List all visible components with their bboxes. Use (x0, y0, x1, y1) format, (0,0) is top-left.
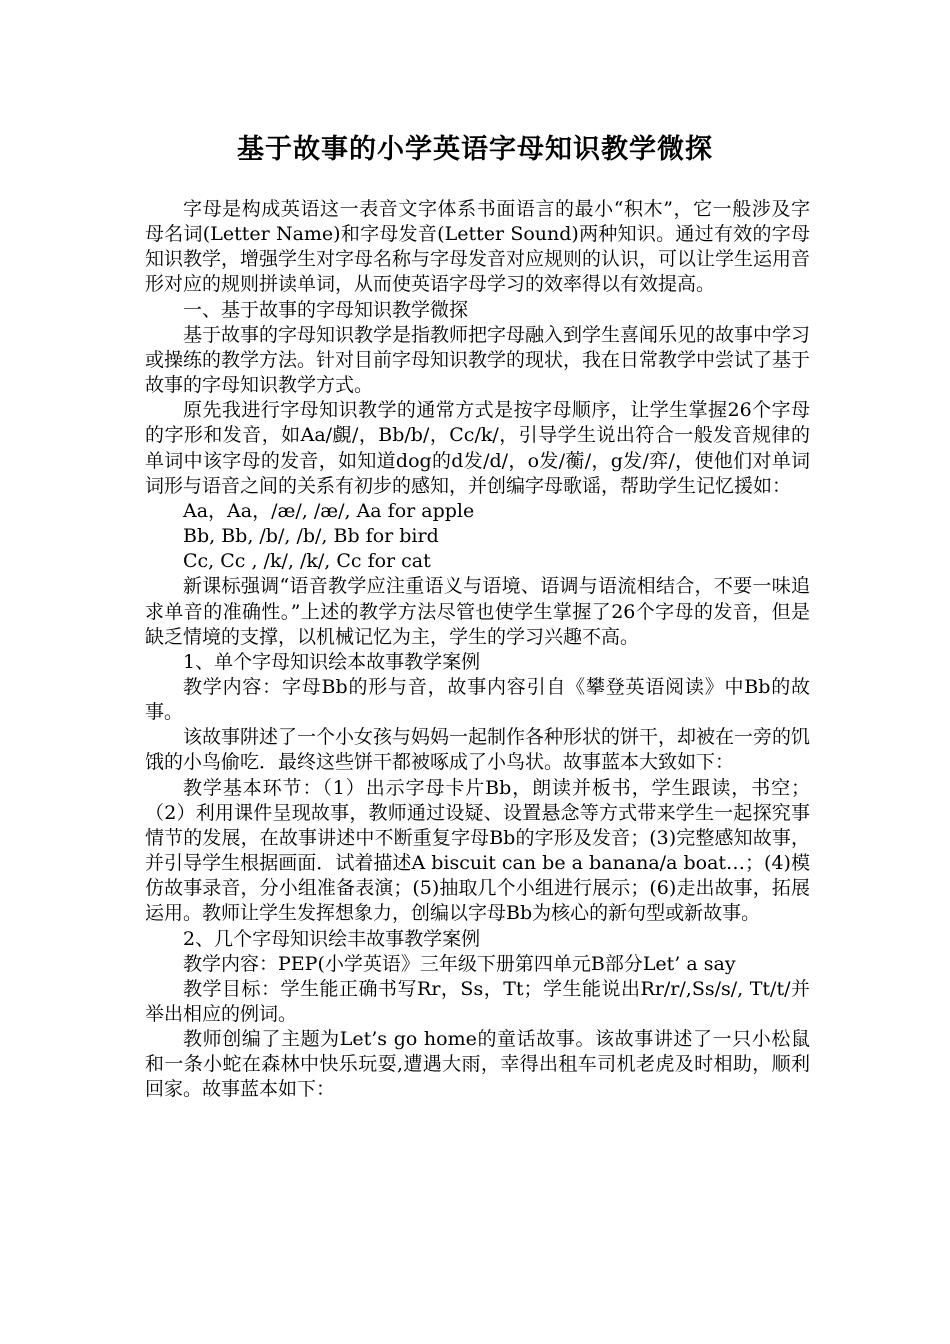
section-heading-1: 一、基于故事的字母知识教学微探 (183, 298, 469, 321)
paragraph: 教学基本环节：（1）出示字母卡片Bb，朗读并板书，学生跟读，书空；（2）利用课件呈现故事，教师通过设疑、设置悬念等方式带来学生一起探究事情节的发展，在故事讲述中不断重复字母Bb的字形及发音；(3)完整感知故事，并引导学生根据画面．试着描述A biscuit can be a banana/a boat…；(4)模仿故事录音，分小组准备表演；(5)抽取几个小组进行展示；(6)走出故事，拓展运用。教师让学生发挥想象力，创编以字母Bb为核心的新句型或新故事。 (145, 776, 810, 925)
subsection-heading-2: 2、几个字母知识绘丰故事教学案例 (183, 927, 481, 950)
paragraph-intro: 字母是构成英语这一表音文字体系书面语言的最小“积木”，它一般涉及字母名词(Letter Name)和字母发音(Letter Sound)两种知识。通过有效的字母知识教学，增强学生对字母名称与字母发音对应规则的认识，可以让学生运用音形对应的规则拼读单词，从而使英语字母学习的效率得以有效提高。 (145, 198, 811, 296)
paragraph: 教师创编了主题为Let’s go home的童话故事。该故事讲述了一只小松鼠和一条小蛇在森林中快乐玩耍,遭遇大雨，幸得出租车司机老虎及时相助，顺利回家。故事蓝本如下： (145, 1028, 810, 1101)
paragraph: 新课标强调“语音教学应注重语义与语境、语调与语流相结合，不要一味追求单音的准确性。”上述的教学方法尽管也使学生掌握了26个字母的发音，但是缺乏情境的支撑，以机械记忆为主，学生的学习兴趣不高。 (145, 575, 810, 648)
document-body (145, 197, 810, 1103)
chant-line-b: Bb, Bb, /b/, /b/, Bb for bird (183, 525, 439, 548)
chant-line-c: Cc, Cc , /k/, /k/, Cc for cat (183, 550, 431, 573)
chant-line-a: Aa，Aa，/æ/, /æ/, Aa for apple (183, 499, 475, 522)
document-title: 基于故事的小学英语字母知识教学微探 (237, 134, 713, 165)
paragraph: 教学内容：字母Bb的形与音，故事内容引自《攀登英语阅读》中Bb的故事。 (145, 675, 810, 724)
paragraph: 教学内容：PEP(小学英语》三年级下册第四单元B部分Let’ a say (183, 952, 736, 975)
subsection-heading-1: 1、单个字母知识绘本故事教学案例 (183, 650, 481, 673)
paragraph: 原先我进行字母知识教学的通常方式是按字母顺序，让学生掌握26个字母的字形和发音，如Aa/覻/，Bb/b/，Cc/k/，引导学生说出符合一般发音规律的单词中该字母的发音，如知道dog的d发/d/，o发/蘅/，g发/弈/，使他们对单词词形与语音之间的关系有初步的感知，并创编字母歌谣，帮助学生记忆援如： (145, 399, 810, 497)
paragraph: 教学目标：学生能正确书写Rr，Ss，Tt；学生能说出Rr/r/,Ss/s/, Tt/t/并举出相应的例词。 (145, 977, 810, 1025)
paragraph: 基于故事的字母知识教学是指教师把字母融入到学生喜闻乐见的故事中学习或操练的教学方法。针对目前字母知识教学的现状，我在日常教学中尝试了基于故事的字母知识教学方式。 (145, 323, 811, 397)
paragraph: 该故事阱述了一个小女孩与妈妈一起制作各种形状的饼干，却被在一旁的饥饿的小鸟偷吃．最终这些饼干都被啄成了小鸟状。故事蓝本大致如下： (145, 726, 811, 774)
